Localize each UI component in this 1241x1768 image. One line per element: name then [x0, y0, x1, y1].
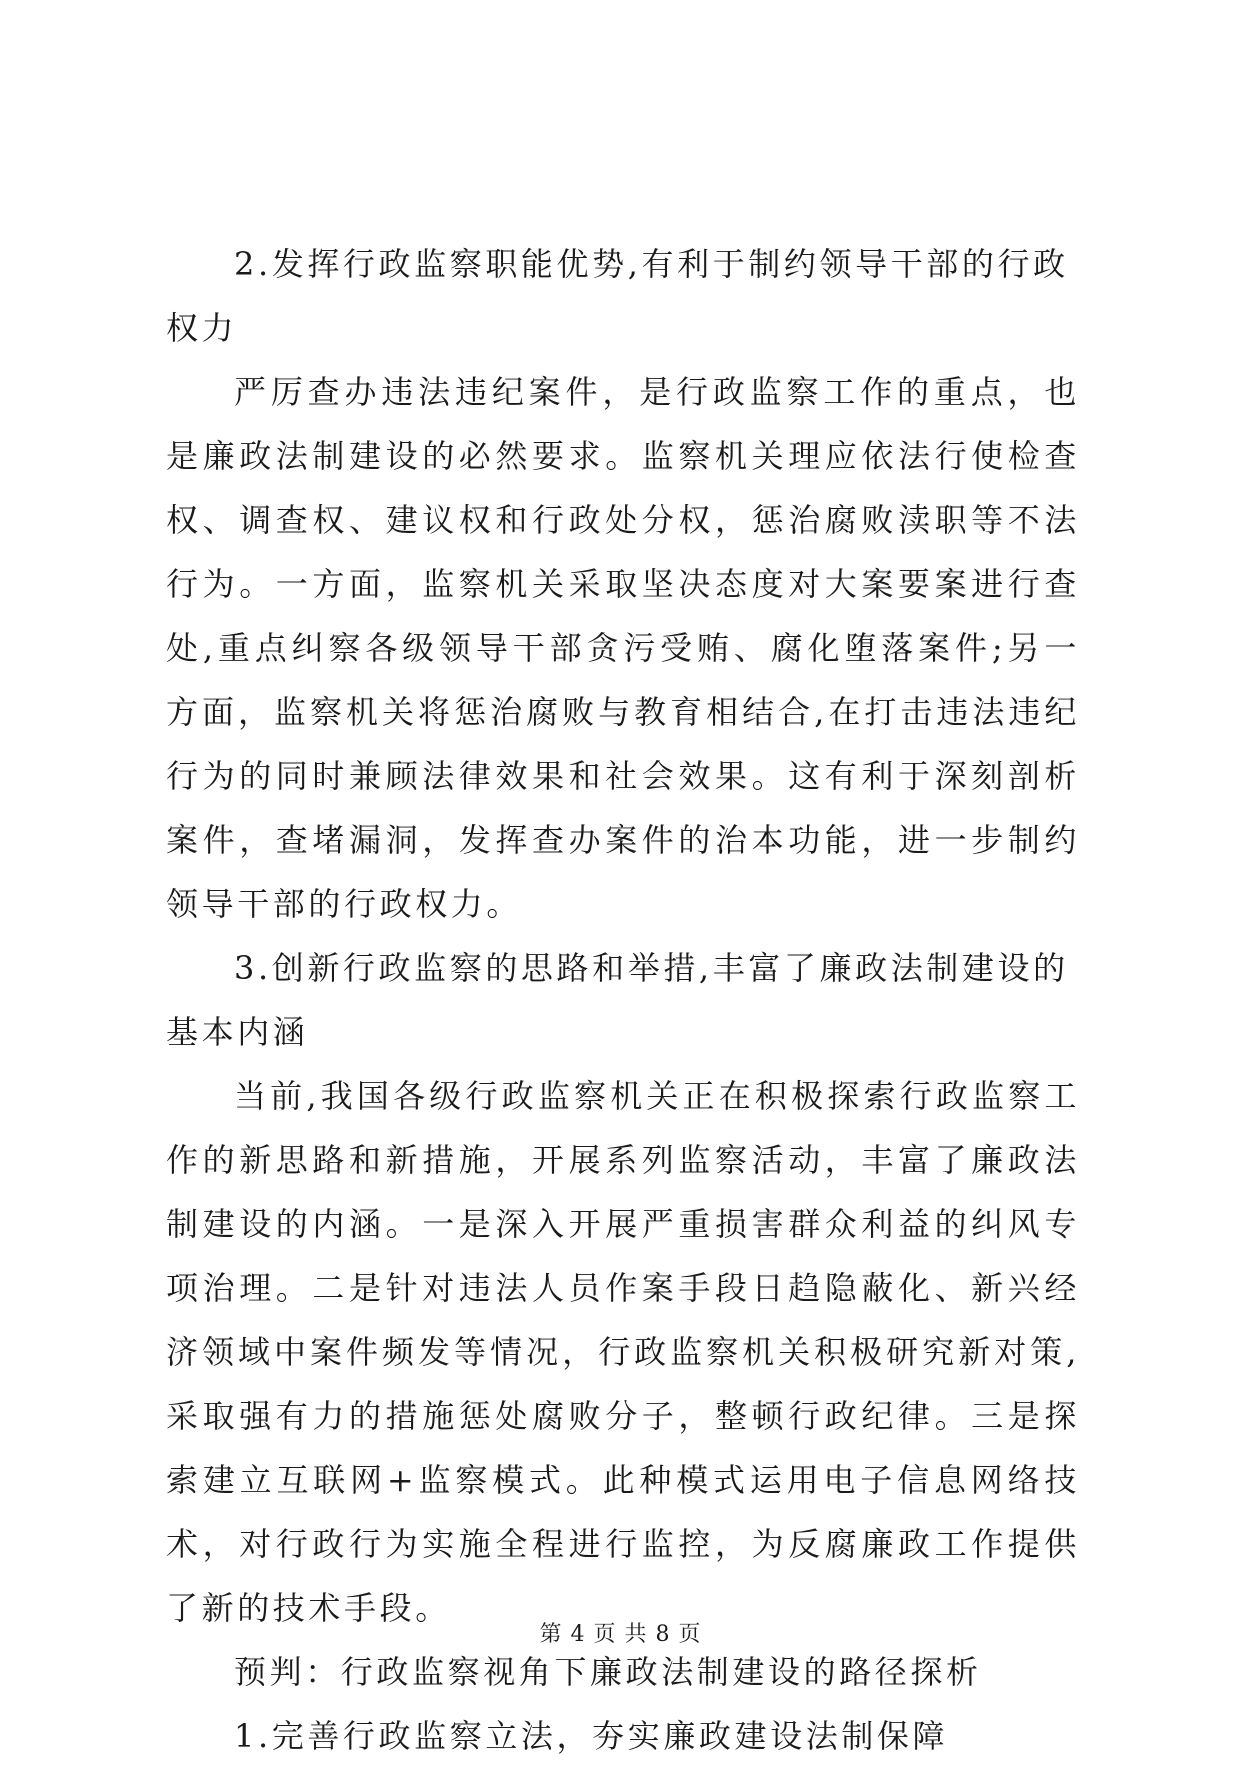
page-number-footer: 第 4 页 共 8 页	[539, 1622, 702, 1647]
document-body	[166, 232, 1080, 1768]
body-paragraph-1: 严厉查办违法违纪案件，是行政监察工作的重点，也是廉政法制建设的必然要求。监察机关理应依法行使检查权、调查权、建议权和行政处分权，惩治腐败渎职等不法行为。一方面，监察机关采取坚决态度对大案要案进行查处,重点纠察各级领导干部贪污受贿、腐化堕落案件;另一方面，监察机关将惩治腐败与教育相结合,在打击违法违纪行为的同时兼顾法律效果和社会效果。这有利于深刻剖析案件，查堵漏洞，发挥查办案件的治本功能，进一步制约领导干部的行政权力。	[166, 373, 1080, 923]
section-title-path-analysis: 预判：行政监察视角下廉政法制建设的路径探析	[234, 1653, 982, 1691]
section-heading-1: 1.完善行政监察立法，夯实廉政建设法制保障	[234, 1717, 949, 1755]
body-paragraph-2: 当前,我国各级行政监察机关正在积极探索行政监察工作的新思路和新措施，开展系列监察活动，丰富了廉政法制建设的内涵。一是深入开展严重损害群众利益的纠风专项治理。二是针对违法人员作案手段日趋隐蔽化、新兴经济领域中案件频发等情况，行政监察机关积极研究新对策,采取强有力的措施惩处腐败分子，整顿行政纪律。三是探索建立互联网+监察模式。此种模式运用电子信息网络技术，对行政行为实施全程进行监控，为反腐廉政工作提供了新的技术手段。	[166, 1077, 1080, 1627]
section-heading-2: 2.发挥行政监察职能优势,有利于制约领导干部的行政权力	[166, 245, 1069, 347]
section-heading-3: 3.创新行政监察的思路和举措,丰富了廉政法制建设的基本内涵	[166, 949, 1069, 1051]
